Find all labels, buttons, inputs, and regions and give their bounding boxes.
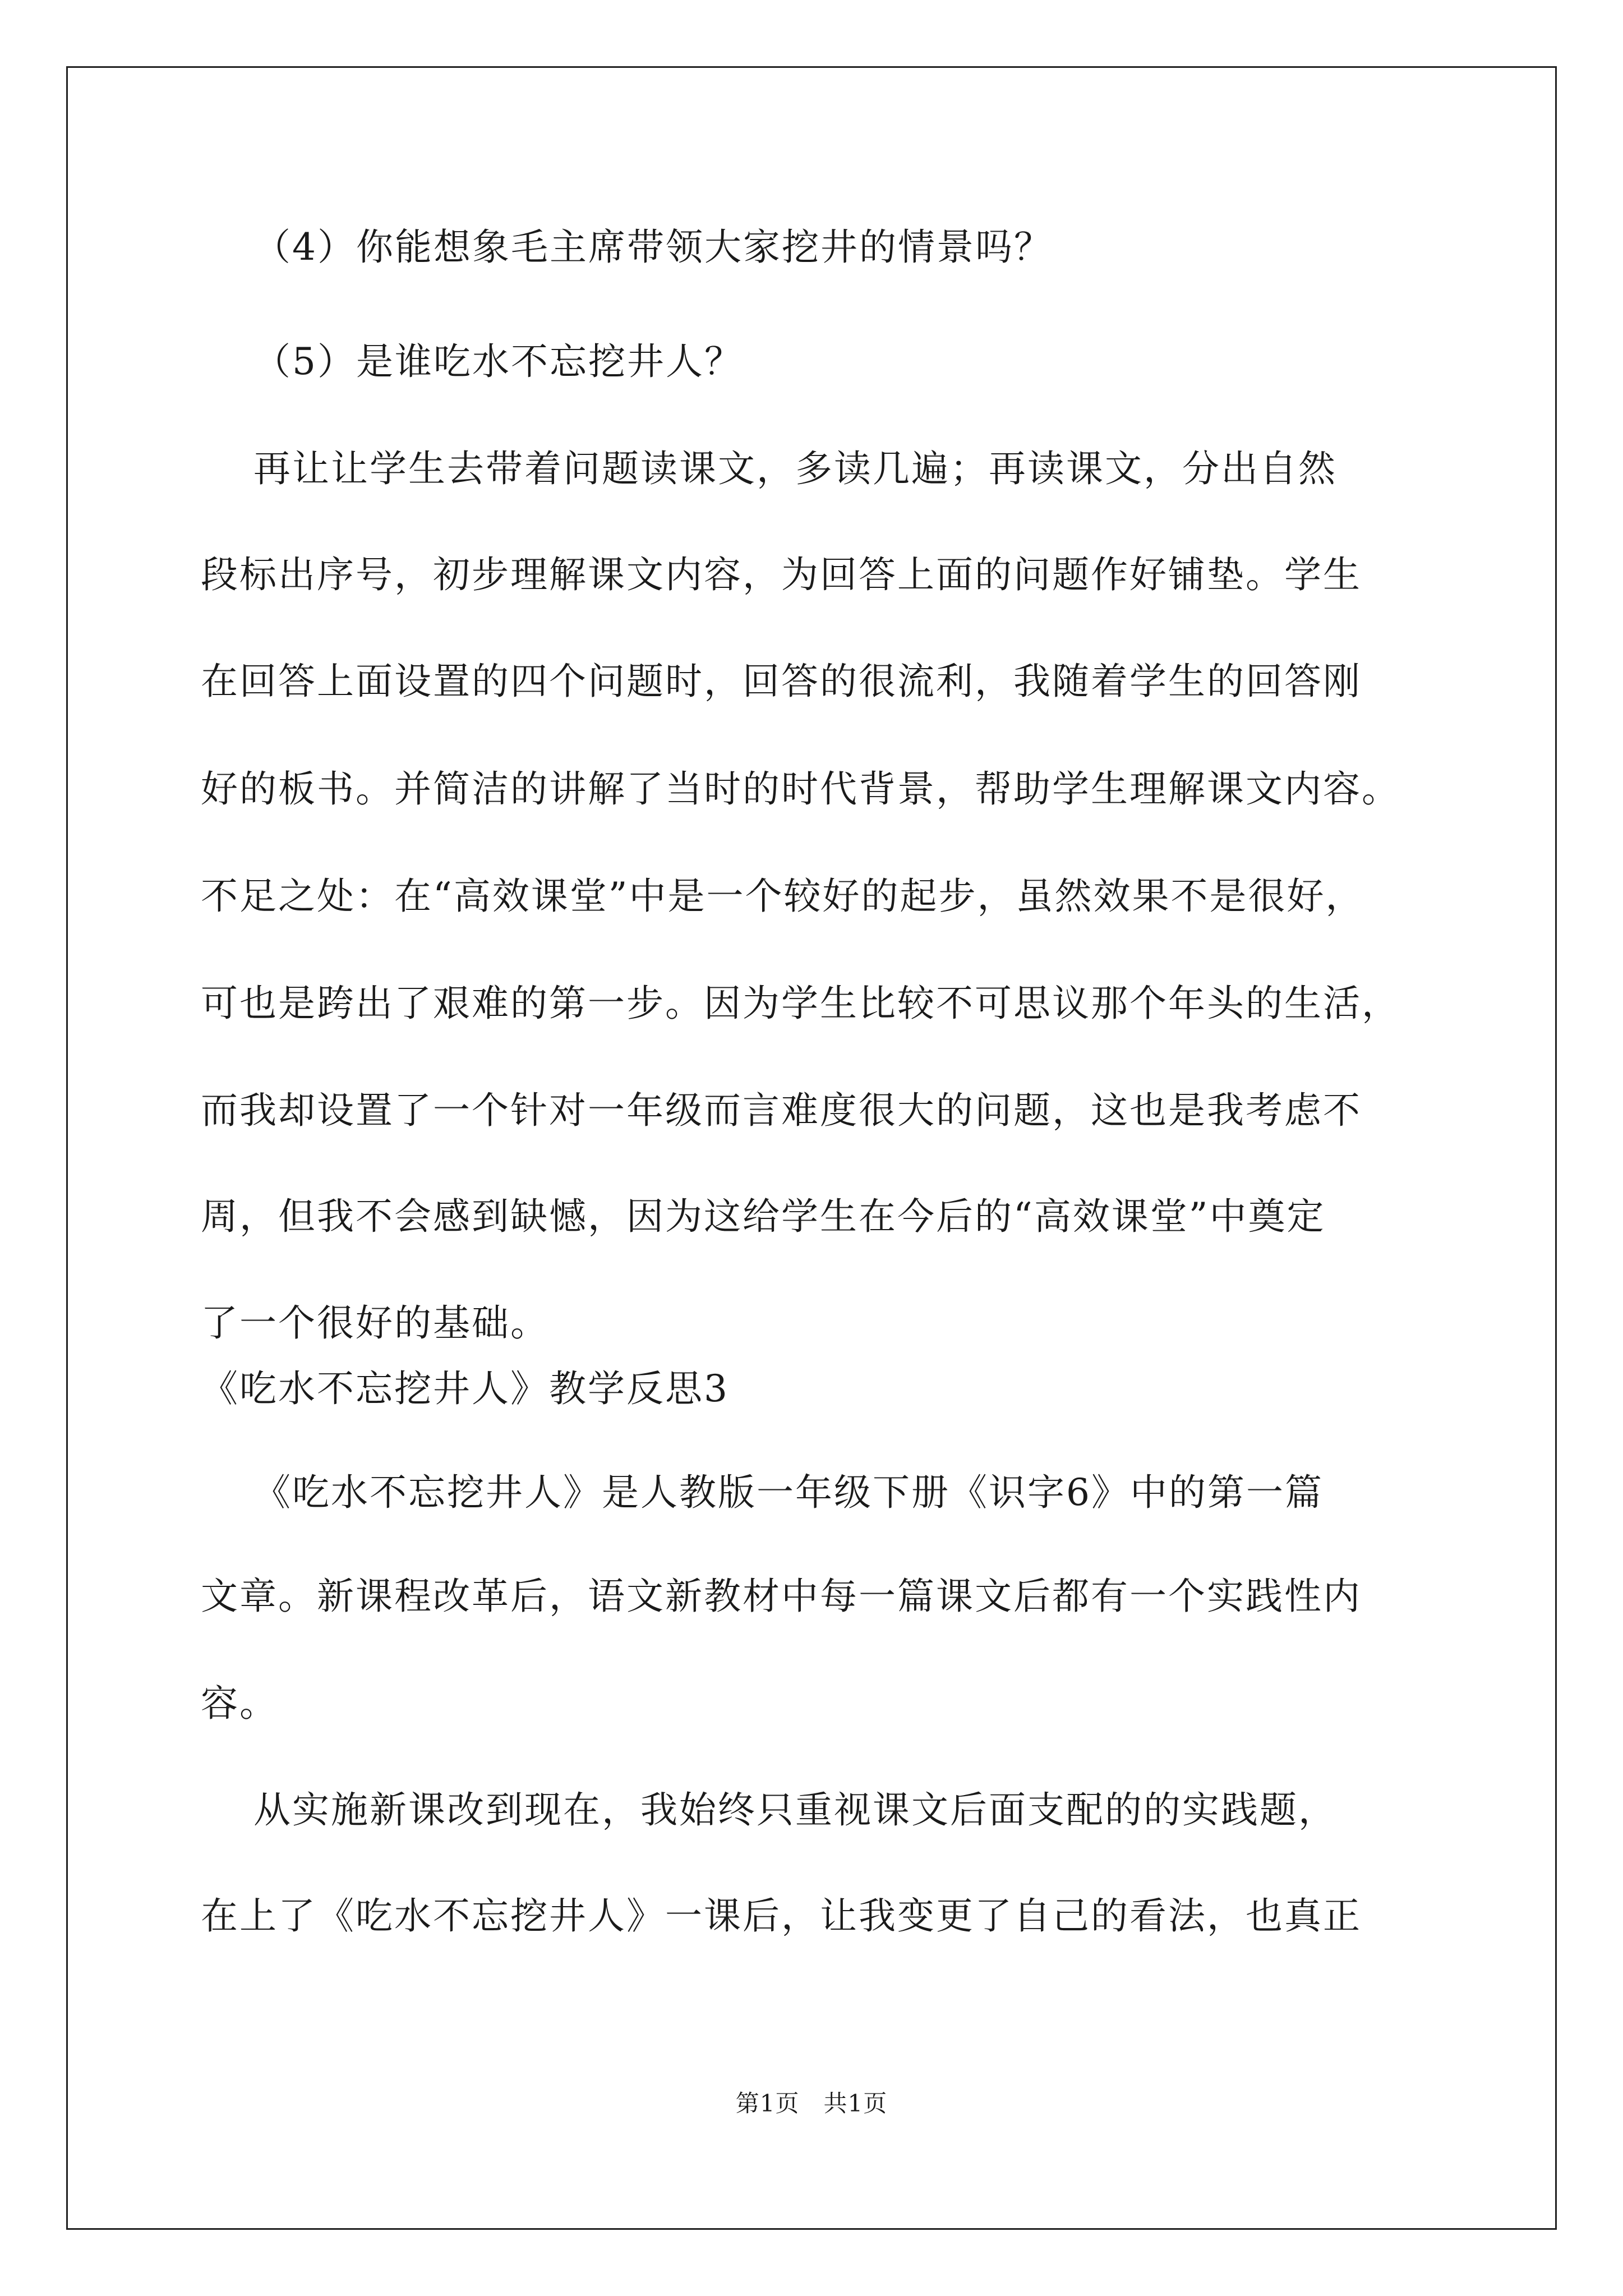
paragraph-line: 在回答上面设置的四个问题时，回答的很流利，我随着学生的回答刚 xyxy=(201,660,1362,703)
paragraph-line: 《吃水不忘挖井人》是人教版一年级下册《识字6》中的第一篇 xyxy=(253,1471,1324,1514)
paragraph-line: 文章。新课程改革后，语文新教材中每一篇课文后都有一个实践性内 xyxy=(201,1575,1362,1618)
question-5: （5）是谁吃水不忘挖井人？ xyxy=(253,340,743,383)
paragraph-line: 好的板书。并简洁的讲解了当时的时代背景，帮助学生理解课文内容。 xyxy=(201,767,1400,811)
paragraph-line: 周，但我不会感到缺憾，因为这给学生在今后的“高效课堂”中奠定 xyxy=(201,1195,1326,1238)
paragraph-line: 容。 xyxy=(201,1682,278,1725)
question-4: （4）你能想象毛主席带领大家挖井的情景吗？ xyxy=(253,226,1053,269)
paragraph-line: 再让让学生去带着问题读课文，多读几遍；再读课文，分出自然 xyxy=(253,447,1337,490)
paragraph-line: 从实施新课改到现在，我始终只重视课文后面支配的的实践题， xyxy=(253,1788,1337,1832)
section-heading: 《吃水不忘挖井人》教学反思3 xyxy=(201,1367,729,1410)
paragraph-line: 在上了《吃水不忘挖井人》一课后，让我变更了自己的看法，也真正 xyxy=(201,1894,1362,1938)
paragraph-line: 可也是跨出了艰难的第一步。因为学生比较不可思议那个年头的生活， xyxy=(201,982,1400,1025)
paragraph-line: 而我却设置了一个针对一年级而言难度很大的问题，这也是我考虑不 xyxy=(201,1089,1362,1132)
paragraph-line: 不足之处：在“高效课堂”中是一个较好的起步，虽然效果不是很好， xyxy=(201,875,1364,918)
paragraph-line: 段标出序号，初步理解课文内容，为回答上面的问题作好铺垫。学生 xyxy=(201,553,1362,596)
page-number-footer: 第1页 共1页 xyxy=(735,2090,888,2117)
paragraph-line: 了一个很好的基础。 xyxy=(201,1301,549,1345)
